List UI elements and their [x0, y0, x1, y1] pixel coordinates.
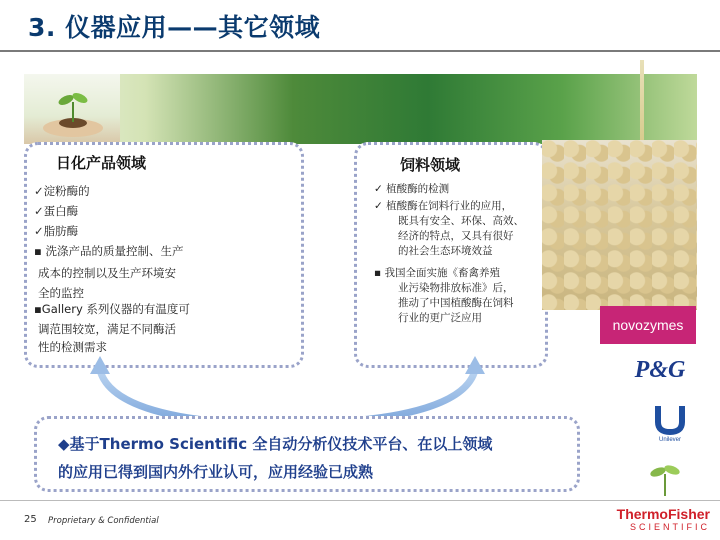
- cosmetics-panel-title: 日化产品领域: [56, 154, 147, 172]
- confidential-note: Proprietary & Confidential: [48, 516, 159, 526]
- summary-line-2: 的应用已得到国内外行业认可，应用经验已成熟: [58, 463, 374, 481]
- footer-divider: [0, 500, 720, 501]
- summary-text: [58, 430, 568, 486]
- seedling-image: [640, 456, 690, 496]
- green-banner: [24, 74, 697, 144]
- pg-logo: [630, 350, 690, 386]
- check-icon: ✓: [34, 204, 44, 218]
- bullet-line: 性的检测需求: [38, 340, 107, 354]
- novozymes-logo: novozymes: [600, 306, 696, 344]
- bullet-line: ▪ 洗涤产品的质量控制、生产: [34, 244, 184, 258]
- bullet-line: 调范围较宽，满足不同酶活: [38, 322, 176, 336]
- brand-name: ThermoFisher: [616, 506, 710, 522]
- check-icon: ✓: [34, 224, 44, 238]
- feed-panel-title: 饲料领域: [400, 156, 461, 174]
- feed-item: 经济的特点，又具有很好: [398, 230, 514, 242]
- page-title: 3. 仪器应用——其它领域: [28, 13, 321, 42]
- check-item-protease: ✓蛋白酶: [34, 204, 79, 218]
- summary-line-1: ◆基于Thermo Scientific 全自动分析仪技术平台、在以上领域: [58, 435, 493, 453]
- bullet-line: 全的监控: [38, 286, 84, 300]
- feed-item: ✓ 植酸酶的检测: [374, 183, 450, 195]
- sprout-in-hands-image: [38, 78, 108, 140]
- feed-item: 业污染物排放标准》后，: [398, 282, 514, 294]
- check-item-amylase: ✓淀粉酶的: [34, 184, 90, 198]
- feed-item: 行业的更广泛应用: [398, 312, 482, 324]
- pg-logo-text: P&G: [634, 357, 686, 383]
- bullet-line: ▪Gallery 系列仪器的有温度可: [34, 302, 190, 316]
- title-divider: [0, 50, 720, 52]
- soybean-image: [542, 140, 697, 310]
- feed-item: 的社会生态环境效益: [398, 245, 493, 257]
- check-item-lipase: ✓脂肪酶: [34, 224, 79, 238]
- page-number: 25: [24, 514, 37, 525]
- unilever-logo-text: Unilever: [658, 437, 682, 442]
- brand-subtitle: SCIENTIFIC: [629, 522, 710, 532]
- feed-item: ✓ 植酸酶在饲料行业的应用，: [374, 200, 513, 212]
- feed-item: ▪ 我国全面实施《畜禽养殖: [374, 267, 500, 279]
- unilever-logo: [652, 402, 688, 442]
- feed-item: 推动了中国植酸酶在饲料: [398, 297, 514, 309]
- bullet-line: 成本的控制以及生产环境安: [38, 266, 176, 280]
- feed-item: 既具有安全、环保、高效、: [398, 215, 524, 227]
- check-icon: ✓: [34, 184, 44, 198]
- thermo-fisher-logo: [610, 506, 710, 532]
